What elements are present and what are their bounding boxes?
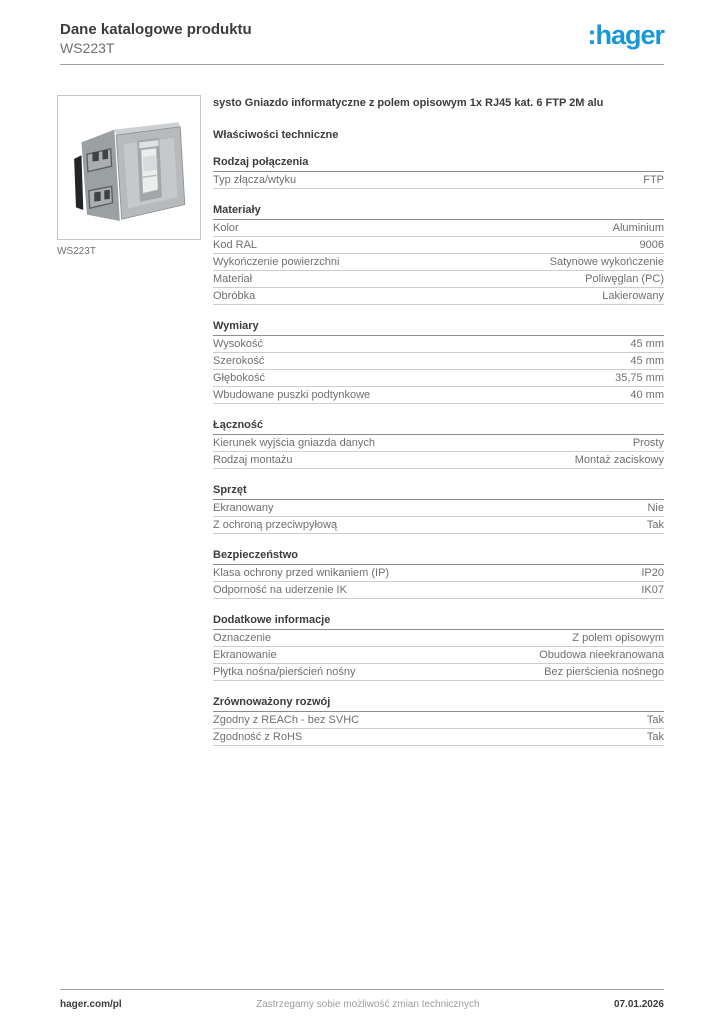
spec-column [213,95,664,746]
spec-label: Kod RAL [213,239,258,251]
spec-row [213,647,664,664]
spec-row [213,387,664,404]
section-rows [213,500,664,534]
website-link[interactable]: hager.com/pl [60,999,122,1010]
section-rows [213,172,664,189]
spec-value: IP20 [641,567,664,579]
spec-label: Odporność na uderzenie IK [213,584,347,596]
spec-value: IK07 [641,584,664,596]
spec-label: Klasa ochrony przed wnikaniem (IP) [213,567,390,579]
spec-section [213,156,664,189]
spec-row [213,452,664,469]
disclaimer-text: Zastrzegamy sobie możliwość zmian technicznych [256,999,480,1010]
product-image-column [57,95,201,257]
spec-value: Tak [646,519,664,531]
spec-row [213,500,664,517]
spec-label: Oznaczenie [213,632,272,644]
hager-logo: :hager [587,20,664,50]
spec-row [213,370,664,387]
spec-section [213,419,664,469]
spec-value: Aluminium [612,222,664,234]
rj45-module-illustration [65,104,193,232]
product-image-caption: WS223T [57,246,96,257]
spec-label: Materiał [213,273,253,285]
section-heading: Sprzęt [213,484,664,500]
page-footer [60,989,664,1010]
main-content [0,65,724,746]
spec-value: 35,75 mm [615,372,664,384]
spec-label: Obróbka [213,290,256,302]
product-code: WS223T [60,40,115,56]
spec-row [213,254,664,271]
spec-value: 45 mm [630,355,664,367]
section-heading: Materiały [213,204,664,220]
section-heading: Wymiary [213,320,664,336]
spec-label: Wysokość [213,338,264,350]
section-rows [213,220,664,305]
spec-row [213,664,664,681]
spec-value: 40 mm [630,389,664,401]
spec-value: Tak [646,731,664,743]
spec-value: Tak [646,714,664,726]
spec-label: Płytka nośna/pierścień nośny [213,666,356,678]
section-rows [213,630,664,681]
section-rows [213,435,664,469]
spec-row [213,565,664,582]
product-image [57,95,201,240]
spec-value: Prosty [632,437,664,449]
spec-value: Montaż zaciskowy [574,454,664,466]
section-rows [213,712,664,746]
spec-label: Kolor [213,222,239,234]
spec-value: Satynowe wykończenie [549,256,664,268]
spec-row [213,336,664,353]
spec-section [213,204,664,305]
spec-label: Ekranowany [213,502,274,514]
spec-value: Lakierowany [602,290,664,302]
section-heading: Łączność [213,419,664,435]
spec-section [213,549,664,599]
spec-value: FTP [643,174,664,186]
section-heading: Dodatkowe informacje [213,614,664,630]
spec-section [213,696,664,746]
spec-label: Typ złącza/wtyku [213,174,297,186]
spec-value: 9006 [639,239,664,251]
spec-row [213,220,664,237]
spec-row [213,435,664,452]
document-title: Dane katalogowe produktu [60,21,252,38]
section-heading: Rodzaj połączenia [213,156,664,172]
section-rows [213,336,664,404]
spec-label: Wbudowane puszki podtynkowe [213,389,371,401]
spec-value: 45 mm [630,338,664,350]
header-titles [60,20,252,57]
spec-row [213,353,664,370]
spec-row [213,582,664,599]
spec-label: Zgodność z RoHS [213,731,303,743]
spec-label: Głębokość [213,372,265,384]
spec-value: Z polem opisowym [572,632,664,644]
spec-row [213,712,664,729]
spec-label: Rodzaj montażu [213,454,293,466]
section-rows [213,565,664,599]
spec-label: Ekranowanie [213,649,277,661]
spec-section [213,484,664,534]
spec-value: Nie [647,502,664,514]
spec-label: Szerokość [213,355,265,367]
spec-row [213,172,664,189]
spec-row [213,271,664,288]
spec-row [213,729,664,746]
spec-row [213,288,664,305]
section-heading: Zrównoważony rozwój [213,696,664,712]
spec-section [213,614,664,681]
page-header [0,0,724,57]
spec-value: Obudowa nieekranowana [539,649,664,661]
spec-section [213,320,664,404]
spec-label: Wykończenie powierzchni [213,256,340,268]
product-description: systo Gniazdo informatyczne z polem opisowym 1x RJ45 kat. 6 FTP 2M alu [213,97,604,109]
spec-row [213,237,664,254]
section-heading: Bezpieczeństwo [213,549,664,565]
spec-sections [213,156,664,746]
spec-label: Z ochroną przeciwpyłową [213,519,338,531]
spec-row [213,517,664,534]
date-text: 07.01.2026 [613,999,664,1010]
spec-value: Poliwęglan (PC) [585,273,664,285]
spec-label: Kierunek wyjścia gniazda danych [213,437,376,449]
spec-value: Bez pierścienia nośnego [544,666,664,678]
specs-title: Właściwości techniczne [213,129,339,141]
spec-row [213,630,664,647]
spec-label: Zgodny z REACh - bez SVHC [213,714,360,726]
